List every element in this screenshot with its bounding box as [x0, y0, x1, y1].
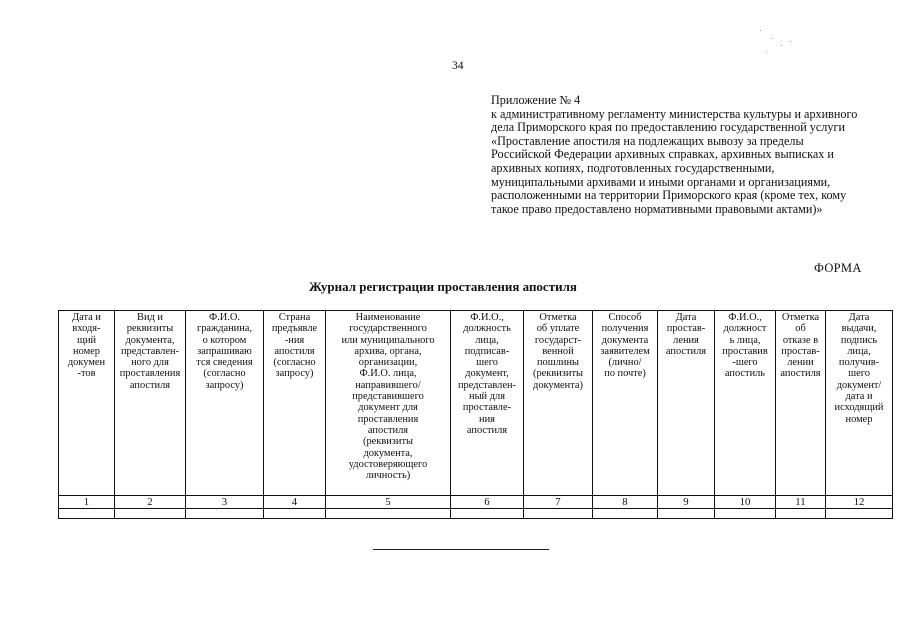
column-number: 11: [776, 496, 826, 509]
column-number: 2: [115, 496, 186, 509]
header-row: [59, 311, 893, 496]
column-header: Дата простав- ления апостиля: [658, 311, 715, 496]
empty-cell: [826, 509, 893, 519]
column-header: Отметка об уплате государст- венной пошлины (реквизиты документа): [524, 311, 593, 496]
column-number: 10: [715, 496, 776, 509]
scan-speck: [790, 41, 791, 42]
column-header: Дата и входя- щий номер докумен -тов: [59, 311, 115, 496]
column-header: Страна предъявле -ния апостиля (согласно запросу): [264, 311, 326, 496]
journal-table: [58, 310, 893, 519]
column-header: Ф.И.О., должност ь лица, проставив -шего апостиль: [715, 311, 776, 496]
empty-cell: [593, 509, 658, 519]
column-number: 5: [326, 496, 451, 509]
page-number: 34: [452, 60, 464, 72]
column-header: Вид и реквизиты документа, представлен- ного для проставления апостиля: [115, 311, 186, 496]
column-header: Способ получения документа заявителем (лично/ по почте): [593, 311, 658, 496]
column-number: 9: [658, 496, 715, 509]
journal-title: Журнал регистрации проставления апостиля: [309, 279, 577, 294]
appendix-text: к административному регламенту министерства культуры и архивного дела Приморского края по предоставлению государственной услуги «Проставление апостиля на подлежащих вывозу за пределы Российской Федерации архивных справках, архивных выписках и архивных копиях, подготовленных государственными, муниципальными архивами и иными органами и организациями, расположенными на территории Приморского края (кроме тех, кому такое право предоставлено нормативными правовыми актами)»: [491, 106, 858, 216]
form-label: ФОРМА: [814, 261, 862, 275]
column-header: Ф.И.О., должность лица, подписав- шего документ, представлен- ный для проставле- ния апостиля: [451, 311, 524, 496]
empty-cell: [776, 509, 826, 519]
column-number: 12: [826, 496, 893, 509]
column-header: Ф.И.О. гражданина, о котором запрашиваю тся сведения (согласно запросу): [186, 311, 264, 496]
footnote-separator: [373, 549, 549, 550]
column-number-row: [59, 496, 893, 509]
column-header: Наименование государственного или муниципального архива, органа, организации, Ф.И.О. лица, направившего/ представившего документ для проставления апостиля (реквизиты документа, удостоверяющего личность): [326, 311, 451, 496]
empty-cell: [715, 509, 776, 519]
empty-cell: [115, 509, 186, 519]
empty-cell: [264, 509, 326, 519]
empty-cell: [186, 509, 264, 519]
scan-speck: [772, 38, 773, 39]
empty-cell: [524, 509, 593, 519]
scan-speck: [766, 52, 767, 53]
column-number: 3: [186, 496, 264, 509]
column-number: 8: [593, 496, 658, 509]
scan-speck: [781, 45, 782, 46]
scan-speck: [760, 30, 761, 31]
empty-cell: [658, 509, 715, 519]
empty-entry-row: [59, 509, 893, 519]
empty-cell: [59, 509, 115, 519]
column-header: Отметка об отказе в простав- лении апостиля: [776, 311, 826, 496]
column-number: 1: [59, 496, 115, 509]
empty-cell: [326, 509, 451, 519]
column-number: 6: [451, 496, 524, 509]
column-header: Дата выдачи, подпись лица, получив- шего документ/ дата и исходящий номер: [826, 311, 893, 496]
column-number: 4: [264, 496, 326, 509]
empty-cell: [451, 509, 524, 519]
column-number: 7: [524, 496, 593, 509]
appendix-heading: Приложение № 4: [491, 93, 581, 107]
appendix-block: [491, 94, 863, 216]
